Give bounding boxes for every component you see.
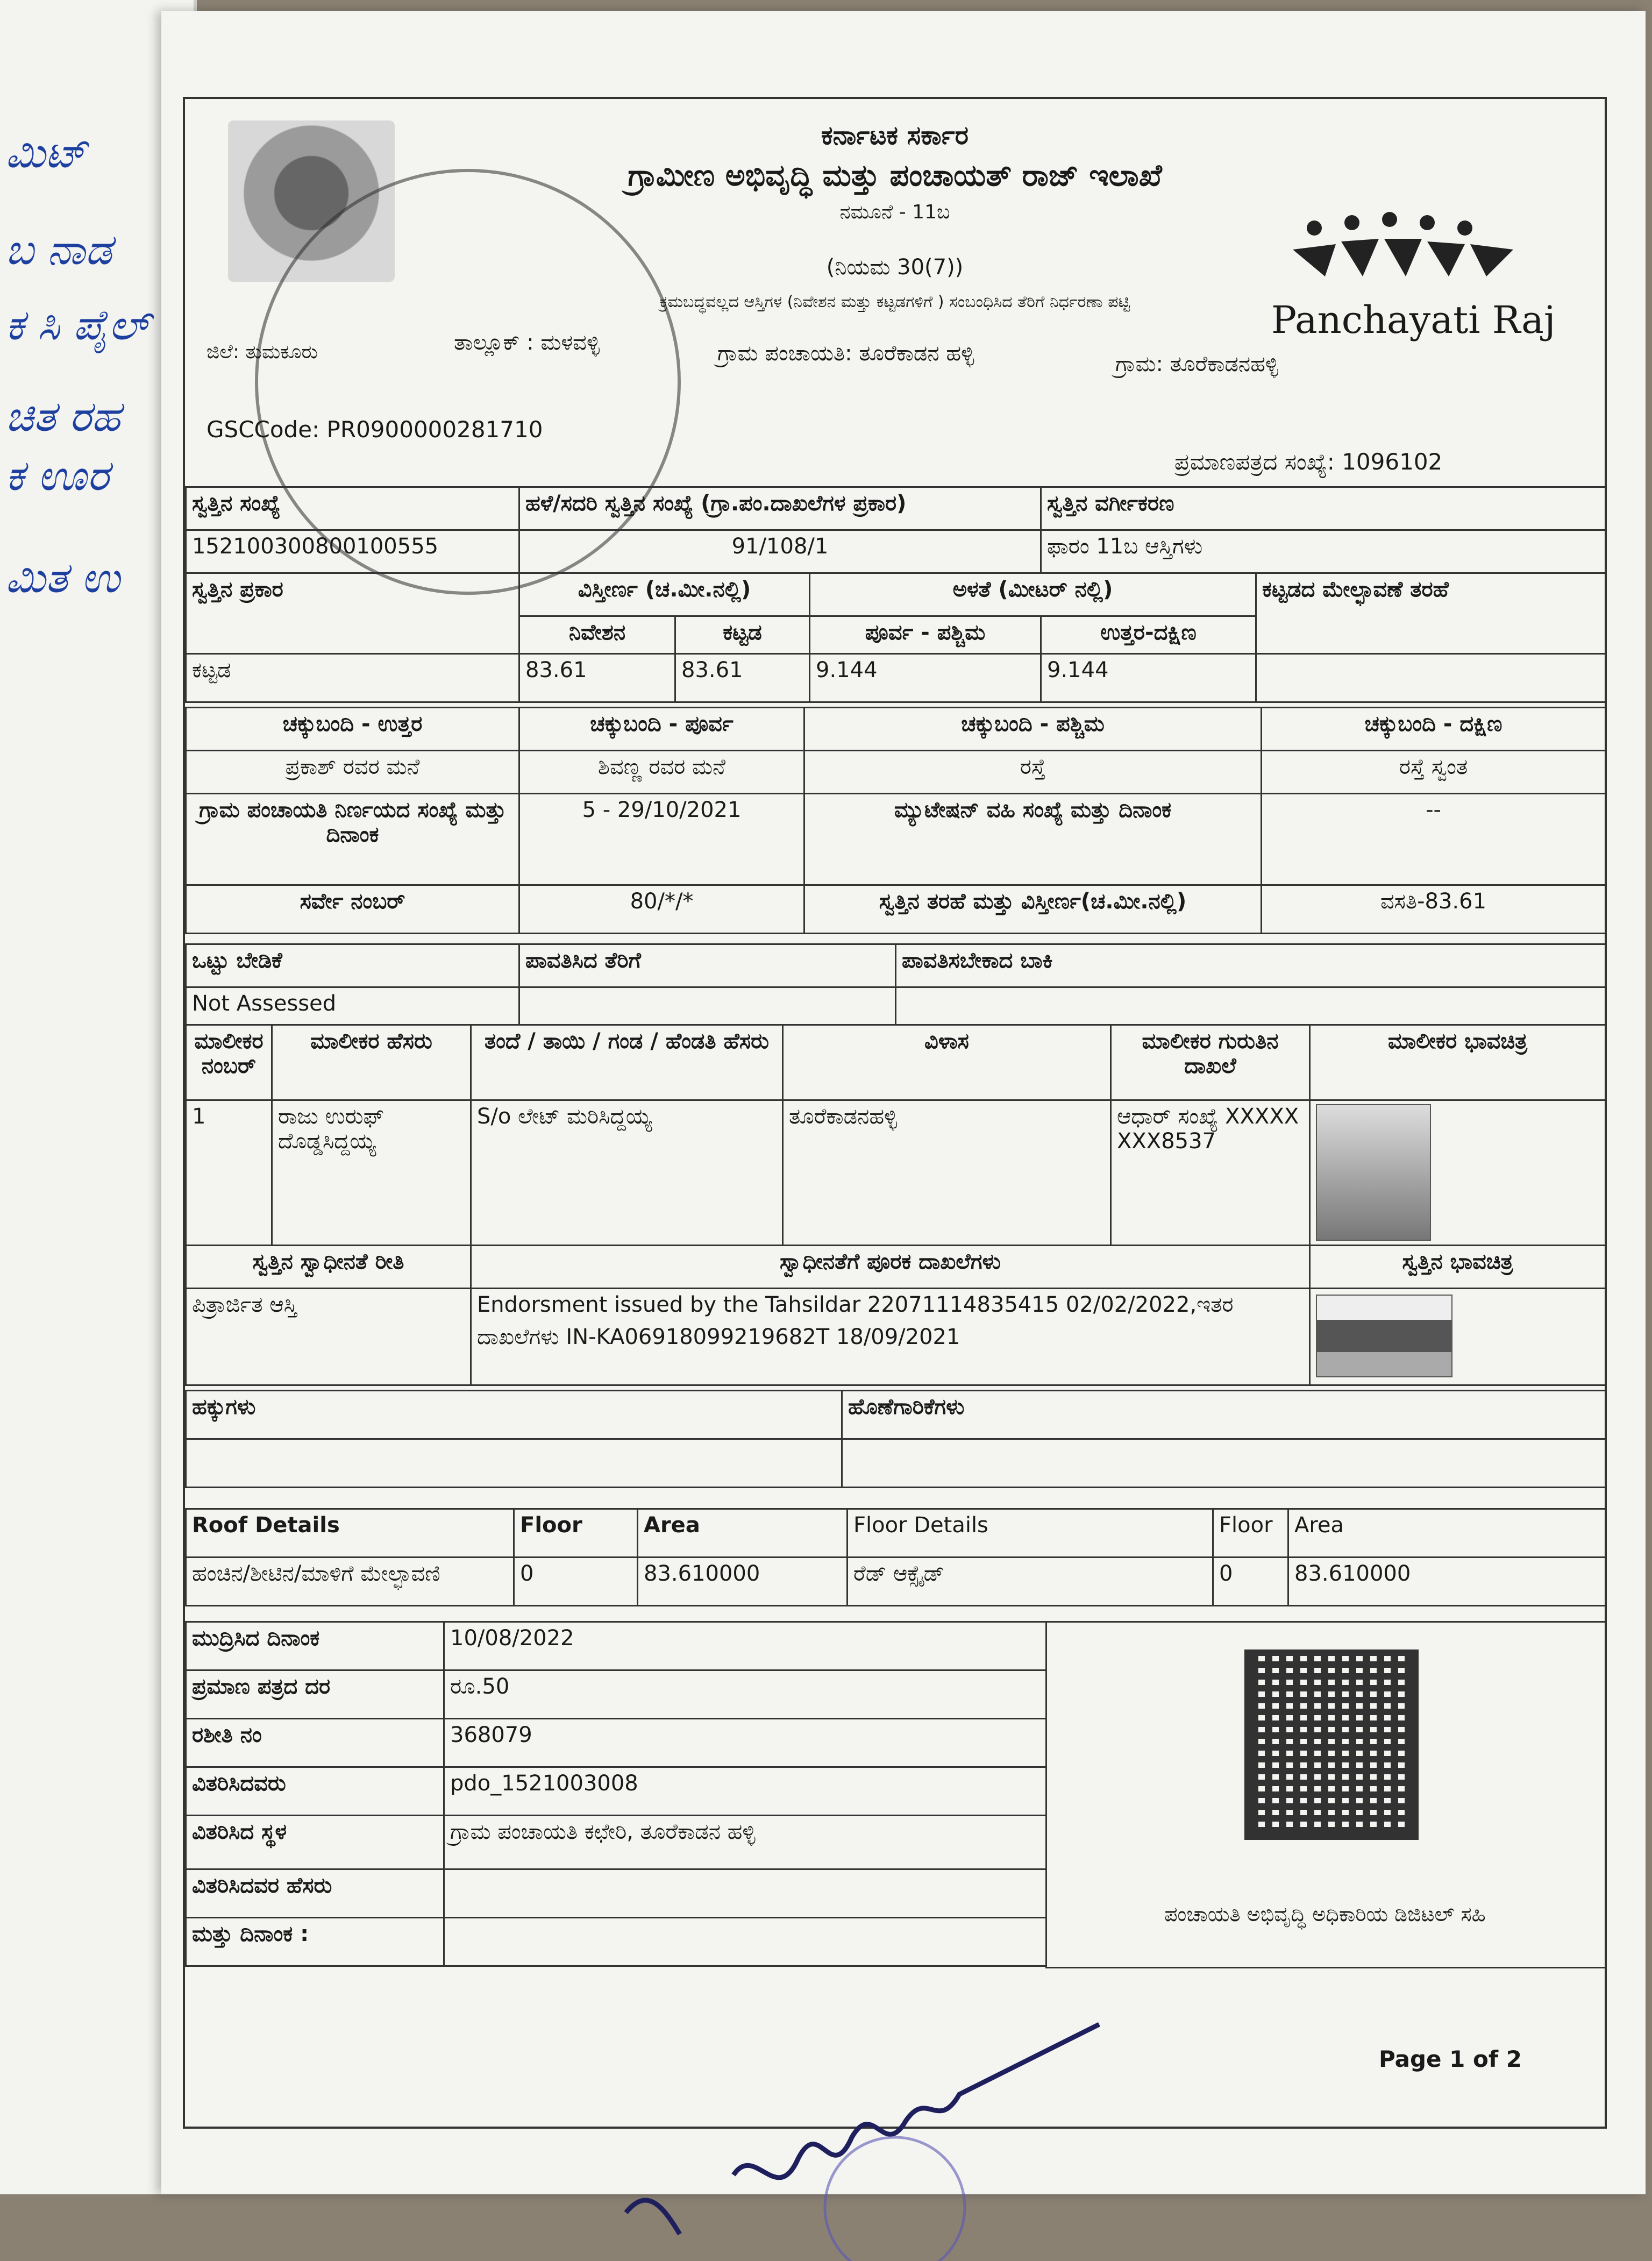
ownership-docs-cell	[471, 1289, 1310, 1385]
ownership-mode-value: ಪಿತ್ರಾರ್ಜಿತ ಆಸ್ತಿ	[186, 1289, 471, 1385]
issuer-name-value	[444, 1869, 1046, 1918]
property-type-value: ಕಟ್ಟಡ	[186, 654, 519, 702]
page-number: Page 1 of 2	[1379, 2046, 1522, 2072]
roof-type-value: ಹಂಚಿನ/ಶೀಟಿನ/ಮಾಳಿಗೆ ಮೇಲ್ಛಾವಣಿ	[186, 1558, 514, 1606]
form-number: ನಮೂನೆ - 11ಬ	[839, 201, 950, 223]
owner-name-value: ರಾಜು ಉರುಫ್ ದೊಡ್ಡಸಿದ್ದಯ್ಯ	[272, 1100, 471, 1246]
ownership-docs-label: ಸ್ವಾಧೀನತೆಗೆ ಪೂರಕ ದಾಖಲೆಗಳು	[471, 1246, 1310, 1289]
panchayati-raj-label: Panchayati Raj	[1271, 298, 1556, 342]
issued-by-label: ವಿತರಿಸಿದವರು	[186, 1767, 444, 1816]
property-class-value: ಫಾರಂ 11ಬ ಆಸ್ತಿಗಳು	[1041, 530, 1606, 573]
taluk: ತಾಲ್ಲೂಕ್ : ಮಳವಳ್ಳಿ	[454, 330, 600, 355]
parent-name-label: ತಂದೆ / ತಾಯಿ / ಗಂಡ / ಹೆಂಡತಿ ಹೆಸರು	[471, 1025, 783, 1100]
handwritten-note: ಕ ಸಿ ಪೈಲ್	[5, 301, 150, 350]
owner-photo	[1316, 1104, 1431, 1241]
handwritten-note: ಮಿತ ಉ	[5, 554, 120, 602]
survey-value: 80/*/*	[519, 885, 804, 934]
handwritten-note: ಚಿತ ರಹ	[5, 393, 120, 441]
owner-photo-cell	[1310, 1100, 1606, 1246]
address-value: ತೂರೆಕಾಡನಹಳ್ಳಿ	[783, 1100, 1111, 1246]
district: ಜಿಲೆ: ತುಮಕೂರು	[206, 341, 318, 363]
north-boundary-label: ಚಕ್ಕುಬಂದಿ - ಉತ್ತರ	[186, 708, 519, 751]
ownership-mode-label: ಸ್ವತ್ತಿನ ಸ್ವಾಧೀನತೆ ರೀತಿ	[186, 1246, 471, 1289]
roof-area-label: Area	[638, 1509, 848, 1558]
rule-number: (ನಿಯಮ 30(7))	[826, 255, 964, 280]
roof-floor-label: Floor	[514, 1509, 638, 1558]
document-frame	[183, 97, 1607, 2129]
issuer-name-label: ವಿತರಿಸಿದವರ ಹೆಸರು	[186, 1869, 444, 1918]
issue-table	[185, 1621, 1047, 1967]
receipt-label: ರಶೀತಿ ನಂ	[186, 1719, 444, 1767]
handwritten-note: ಕ ಊರ	[5, 452, 109, 500]
issue-place-label: ವಿತರಿಸಿದ ಸ್ಥಳ	[186, 1816, 444, 1869]
east-boundary-value: ಶಿವಣ್ಣ ರವರ ಮನೆ	[519, 751, 804, 794]
dept-title: ಗ್ರಾಮೀಣ ಅಭಿವೃದ್ಧಿ ಮತ್ತು ಪಂಚಾಯತ್ ರಾಜ್ ಇಲಾಖೆ	[628, 158, 1162, 193]
due-balance-label: ಪಾವತಿಸಬೇಕಾದ ಬಾಕಿ	[896, 944, 1606, 987]
north-south-value: 9.144	[1041, 654, 1256, 702]
tax-table	[185, 943, 1606, 1026]
print-date-label: ಮುದ್ರಿಸಿದ ದಿನಾಂಕ	[186, 1622, 444, 1670]
roof-area-value: 83.610000	[638, 1558, 848, 1606]
floor-floor-label: Floor	[1213, 1509, 1288, 1558]
building-area-value: 83.61	[675, 654, 810, 702]
issued-by-value: pdo_1521003008	[444, 1767, 1046, 1816]
gsc-code: GSCCode: PR0900000281710	[206, 416, 543, 443]
mutation-value: --	[1262, 794, 1606, 885]
roof-type-value	[1256, 654, 1606, 702]
liabilities-value	[842, 1439, 1606, 1488]
roof-type-label: ಕಟ್ಟಡದ ಮೇಲ್ಛಾವಣೆ ತರಹೆ	[1256, 573, 1606, 654]
rights-label: ಹಕ್ಕುಗಳು	[186, 1391, 842, 1439]
signature-box	[1045, 1621, 1606, 1968]
fee-label: ಪ್ರಮಾಣ ಪತ್ರದ ದರ	[186, 1670, 444, 1719]
id-proof-label: ಮಾಲೀಕರ ಗುರುತಿನ ದಾಖಲೆ	[1111, 1025, 1310, 1100]
dimension-label: ಅಳತೆ (ಮೀಟರ್ ನಲ್ಲಿ)	[810, 573, 1256, 616]
floor-floor-value: 0	[1213, 1558, 1288, 1606]
north-south-label: ಉತ್ತರ-ದಕ್ಷಿಣ	[1041, 616, 1256, 654]
rights-value	[186, 1439, 842, 1488]
floor-area-label: Area	[1288, 1509, 1606, 1558]
survey-label: ಸರ್ವೇ ನಂಬರ್	[186, 885, 519, 934]
fee-value: ರೂ.50	[444, 1670, 1046, 1719]
mutation-label: ಮ್ಯುಟೇಷನ್ ವಹಿ ಸಂಖ್ಯೆ ಮತ್ತು ದಿನಾಂಕ	[804, 794, 1262, 885]
total-demand-value: Not Assessed	[186, 987, 519, 1025]
property-type-label: ಸ್ವತ್ತಿನ ಪ್ರಕಾರ	[186, 573, 519, 654]
building-label: ಕಟ್ಟಡ	[675, 616, 810, 654]
east-west-value: 9.144	[810, 654, 1041, 702]
ownership-table	[185, 1245, 1606, 1386]
handwritten-note: ಮಿಟ್	[5, 129, 87, 177]
floor-area-value: 83.610000	[1288, 1558, 1606, 1606]
resolution-value: 5 - 29/10/2021	[519, 794, 804, 885]
id-proof-value: ಆಧಾರ್ ಸಂಖ್ಯೆ XXXXXXXX8537	[1111, 1100, 1310, 1246]
property-photo	[1316, 1295, 1452, 1377]
print-date-value: 10/08/2022	[444, 1622, 1046, 1670]
owner-table	[185, 1024, 1606, 1246]
roof-floor-table	[185, 1508, 1606, 1606]
resolution-label: ಗ್ರಾಮ ಪಂಚಾಯತಿ ನಿರ್ಣಯದ ಸಂಖ್ಯೆ ಮತ್ತು ದಿನಾಂಕ	[186, 794, 519, 885]
form-subtitle: ಕ್ರಮಬದ್ಧವಲ್ಲದ ಆಸ್ತಿಗಳ (ನಿವೇಶನ ಮತ್ತು ಕಟ್ಟಡಗಳಿಗೆ ) ಸಂಬಂಧಿಸಿದ ತೆರಿಗೆ ನಿರ್ಧರಣಾ ಪಟ್ಟಿ	[659, 293, 1130, 311]
ownership-docs-line2: ದಾಖಲೆಗಳು IN-KA06918099219682T 18/09/2021	[477, 1325, 960, 1349]
floor-details-title: Floor Details	[848, 1509, 1213, 1558]
and-date-label: ಮತ್ತು ದಿನಾಂಕ :	[186, 1918, 444, 1966]
parent-name-value: S/o ಲೇಟ್ ಮರಿಸಿದ್ದಯ್ಯ	[471, 1100, 783, 1246]
qr-code	[1244, 1649, 1419, 1840]
village: ಗ್ರಾಮ: ತೂರೆಕಾಡನಹಳ್ಳಿ	[1115, 352, 1279, 376]
issue-place-value: ಗ್ರಾಮ ಪಂಚಾಯತಿ ಕಛೇರಿ, ತೂರೆಕಾಡನ ಹಳ್ಳಿ	[444, 1816, 1046, 1869]
owner-number-label: ಮಾಲೀಕರ ನಂಬರ್	[186, 1025, 272, 1100]
south-boundary-value: ರಸ್ತೆ ಸ್ವಂತ	[1262, 751, 1606, 794]
handwritten-signature-icon	[615, 1981, 1261, 2261]
old-property-id-value: 91/108/1	[519, 530, 1041, 573]
certificate-sheet	[161, 11, 1646, 2194]
liabilities-label: ಹೊಣೆಗಾರಿಕೆಗಳು	[842, 1391, 1606, 1439]
certificate-number: ಪ್ರಮಾಣಪತ್ರದ ಸಂಖ್ಯೆ: 1096102	[1174, 449, 1443, 475]
property-id-label: ಸ್ವತ್ತಿನ ಸಂಖ್ಯೆ	[186, 487, 519, 530]
handwritten-note: ಬ ನಾಡ	[5, 226, 112, 274]
area-dimension-table	[185, 572, 1606, 703]
digital-signature-caption: ಪಂಚಾಯತಿ ಅಭಿವೃದ್ಧಿ ಅಧಿಕಾರಿಯ ಡಿಜಿಟಲ್ ಸಹಿ	[1164, 1902, 1486, 1926]
total-demand-label: ಒಟ್ಟು ಬೇಡಿಕೆ	[186, 944, 519, 987]
east-west-label: ಪೂರ್ವ - ಪಶ್ಚಿಮ	[810, 616, 1041, 654]
floor-type-value: ರೆಡ್ ಆಕ್ಸೈಡ್	[848, 1558, 1213, 1606]
old-property-id-label: ಹಳೆ/ಸದರಿ ಸ್ವತ್ತಿನ ಸಂಖ್ಯೆ (ಗ್ರಾ.ಪಂ.ದಾಖಲೆಗಳ ಪ್ರಕಾರ)	[519, 487, 1041, 530]
east-boundary-label: ಚಕ್ಕುಬಂದಿ - ಪೂರ್ವ	[519, 708, 804, 751]
roof-floor-value: 0	[514, 1558, 638, 1606]
gram-panchayat: ಗ್ರಾಮ ಪಂಚಾಯತಿ: ತೂರೆಕಾಡನ ಹಳ್ಳಿ	[717, 341, 974, 366]
ownership-docs-line1: Endorsment issued by the Tahsildar 22071114835415 02/02/2022,ಇತರ	[477, 1292, 1234, 1317]
owner-name-label: ಮಾಲೀಕರ ಹೆಸರು	[272, 1025, 471, 1100]
rights-table	[185, 1390, 1606, 1488]
south-boundary-label: ಚಕ್ಕುಬಂದಿ - ದಕ್ಷಿಣ	[1262, 708, 1606, 751]
west-boundary-label: ಚಕ್ಕುಬಂದಿ - ಪಶ್ಚಿಮ	[804, 708, 1262, 751]
owner-number-value: 1	[186, 1100, 272, 1246]
site-area-value: 83.61	[519, 654, 675, 702]
govt-title: ಕರ್ನಾಟಕ ಸರ್ಕಾರ	[821, 120, 969, 151]
property-id-table	[185, 486, 1606, 574]
paid-tax-value	[519, 987, 896, 1025]
area-label: ವಿಸ್ತೀರ್ಣ (ಚ.ಮೀ.ನಲ್ಲಿ)	[519, 573, 810, 616]
site-label: ನಿವೇಶನ	[519, 616, 675, 654]
west-boundary-value: ರಸ್ತೆ	[804, 751, 1262, 794]
and-date-value	[444, 1918, 1046, 1966]
roof-details-title: Roof Details	[186, 1509, 514, 1558]
receipt-value: 368079	[444, 1719, 1046, 1767]
property-photo-label: ಸ್ವತ್ತಿನ ಭಾವಚಿತ್ರ	[1310, 1246, 1606, 1289]
property-class-label: ಸ್ವತ್ತಿನ ವರ್ಗೀಕರಣ	[1041, 487, 1606, 530]
boundaries-table	[185, 707, 1606, 934]
paid-tax-label: ಪಾವತಿಸಿದ ತೆರಿಗೆ	[519, 944, 896, 987]
property-kind-label: ಸ್ವತ್ತಿನ ತರಹೆ ಮತ್ತು ವಿಸ್ತೀರ್ಣ(ಚ.ಮೀ.ನಲ್ಲಿ)	[804, 885, 1262, 934]
address-label: ವಿಳಾಸ	[783, 1025, 1111, 1100]
property-id-value: 152100300800100555	[186, 530, 519, 573]
owner-photo-label: ಮಾಲೀಕರ ಭಾವಚಿತ್ರ	[1310, 1025, 1606, 1100]
north-boundary-value: ಪ್ರಕಾಶ್ ರವರ ಮನೆ	[186, 751, 519, 794]
due-balance-value	[896, 987, 1606, 1025]
property-photo-cell	[1310, 1289, 1606, 1385]
property-kind-value: ವಸತಿ-83.61	[1262, 885, 1606, 934]
